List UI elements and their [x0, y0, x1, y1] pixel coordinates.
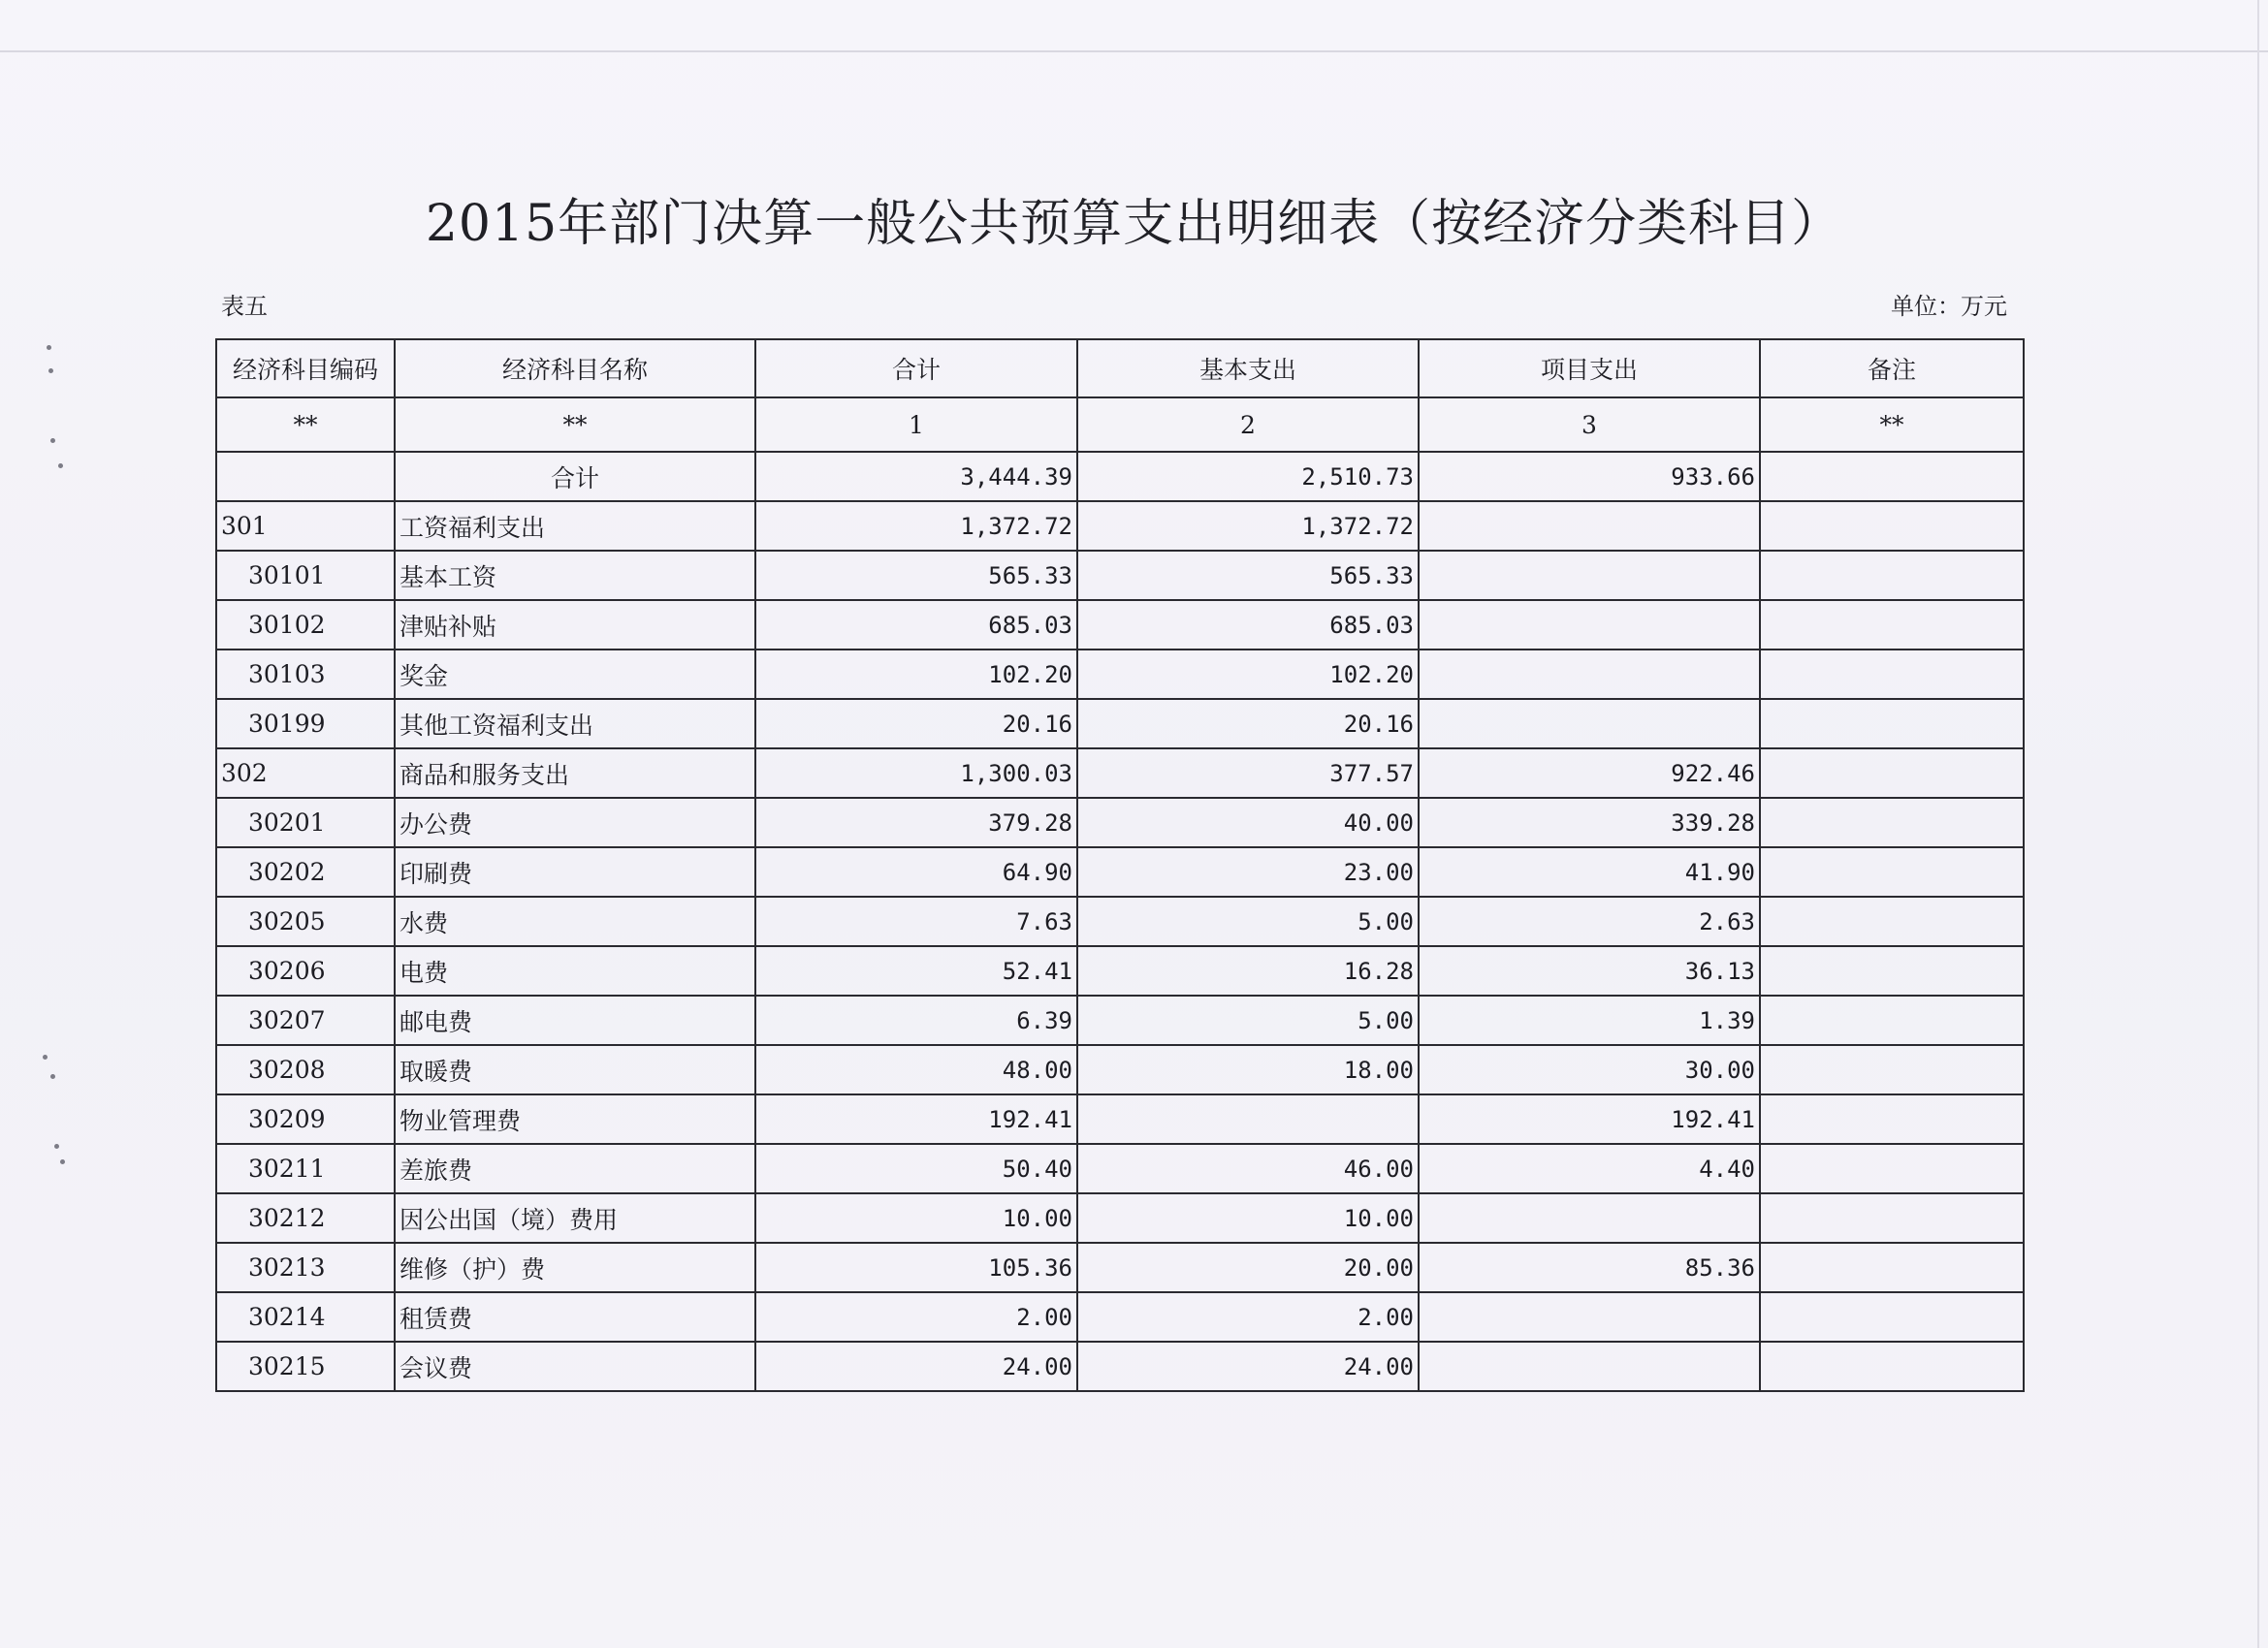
note-cell	[1760, 1045, 2024, 1094]
punch-mark	[50, 438, 55, 443]
punch-mark	[54, 1144, 59, 1149]
name-cell: 维修（护）费	[395, 1243, 755, 1292]
index-cell: 1	[755, 397, 1077, 452]
total-cell: 685.03	[755, 600, 1077, 650]
table-row	[216, 1045, 2024, 1094]
code-cell: 30102	[216, 600, 395, 650]
index-row	[216, 397, 2024, 452]
project-cell	[1419, 1193, 1760, 1243]
code-cell: 30213	[216, 1243, 395, 1292]
project-cell	[1419, 1292, 1760, 1342]
index-cell: **	[1760, 397, 2024, 452]
code-cell: 30215	[216, 1342, 395, 1391]
project-cell	[1419, 600, 1760, 650]
note-cell	[1760, 996, 2024, 1045]
total-cell: 102.20	[755, 650, 1077, 699]
code-cell: 302	[216, 748, 395, 798]
project-cell: 85.36	[1419, 1243, 1760, 1292]
index-cell: **	[395, 397, 755, 452]
header-total: 合计	[755, 339, 1077, 397]
project-cell	[1419, 650, 1760, 699]
code-cell: 30205	[216, 897, 395, 946]
name-cell: 奖金	[395, 650, 755, 699]
code-cell: 30208	[216, 1045, 395, 1094]
punch-mark	[48, 368, 53, 373]
index-cell: 2	[1077, 397, 1419, 452]
code-cell: 30212	[216, 1193, 395, 1243]
basic-cell: 2.00	[1077, 1292, 1419, 1342]
name-cell: 基本工资	[395, 551, 755, 600]
total-sum-cell: 3,444.39	[755, 452, 1077, 501]
header-row	[216, 339, 2024, 397]
name-cell: 物业管理费	[395, 1094, 755, 1144]
total-project-cell: 933.66	[1419, 452, 1760, 501]
project-cell	[1419, 551, 1760, 600]
project-cell: 2.63	[1419, 897, 1760, 946]
basic-cell: 377.57	[1077, 748, 1419, 798]
table-row	[216, 501, 2024, 551]
project-cell	[1419, 1342, 1760, 1391]
total-code-cell	[216, 452, 395, 501]
basic-cell	[1077, 1094, 1419, 1144]
note-cell	[1760, 1243, 2024, 1292]
code-cell: 30202	[216, 847, 395, 897]
header-name: 经济科目名称	[395, 339, 755, 397]
note-cell	[1760, 1094, 2024, 1144]
project-cell: 4.40	[1419, 1144, 1760, 1193]
basic-cell: 1,372.72	[1077, 501, 1419, 551]
name-cell: 工资福利支出	[395, 501, 755, 551]
note-cell	[1760, 897, 2024, 946]
note-cell	[1760, 1342, 2024, 1391]
basic-cell: 16.28	[1077, 946, 1419, 996]
name-cell: 水费	[395, 897, 755, 946]
project-cell: 339.28	[1419, 798, 1760, 847]
name-cell: 取暖费	[395, 1045, 755, 1094]
basic-cell: 20.16	[1077, 699, 1419, 748]
table-row	[216, 1342, 2024, 1391]
project-cell: 30.00	[1419, 1045, 1760, 1094]
total-cell: 50.40	[755, 1144, 1077, 1193]
table-row	[216, 847, 2024, 897]
code-cell: 30101	[216, 551, 395, 600]
expenditure-table	[215, 338, 2025, 1392]
basic-cell: 20.00	[1077, 1243, 1419, 1292]
note-cell	[1760, 946, 2024, 996]
name-cell: 津贴补贴	[395, 600, 755, 650]
name-cell: 其他工资福利支出	[395, 699, 755, 748]
punch-mark	[47, 345, 51, 350]
code-cell: 30209	[216, 1094, 395, 1144]
note-cell	[1760, 699, 2024, 748]
basic-cell: 46.00	[1077, 1144, 1419, 1193]
total-note-cell	[1760, 452, 2024, 501]
code-cell: 301	[216, 501, 395, 551]
name-cell: 印刷费	[395, 847, 755, 897]
table-row	[216, 699, 2024, 748]
name-cell: 办公费	[395, 798, 755, 847]
total-cell: 6.39	[755, 996, 1077, 1045]
basic-cell: 24.00	[1077, 1342, 1419, 1391]
code-cell: 30199	[216, 699, 395, 748]
code-cell: 30103	[216, 650, 395, 699]
header-code: 经济科目编码	[216, 339, 395, 397]
table-row	[216, 996, 2024, 1045]
punch-mark	[58, 463, 63, 468]
index-cell: 3	[1419, 397, 1760, 452]
name-cell: 差旅费	[395, 1144, 755, 1193]
code-cell: 30207	[216, 996, 395, 1045]
name-cell: 商品和服务支出	[395, 748, 755, 798]
total-label: 合计	[395, 452, 755, 501]
code-cell: 30206	[216, 946, 395, 996]
total-cell: 64.90	[755, 847, 1077, 897]
punch-mark	[43, 1055, 48, 1060]
code-cell: 30214	[216, 1292, 395, 1342]
project-cell: 36.13	[1419, 946, 1760, 996]
note-cell	[1760, 1292, 2024, 1342]
document-title: 2015年部门决算一般公共预算支出明细表（按经济分类科目）	[425, 195, 1843, 253]
basic-cell: 685.03	[1077, 600, 1419, 650]
project-cell: 41.90	[1419, 847, 1760, 897]
note-cell	[1760, 847, 2024, 897]
table-row	[216, 650, 2024, 699]
total-cell: 24.00	[755, 1342, 1077, 1391]
table-body	[216, 339, 2024, 1391]
basic-cell: 102.20	[1077, 650, 1419, 699]
punch-mark	[60, 1159, 65, 1164]
table-row	[216, 748, 2024, 798]
punch-mark	[50, 1074, 55, 1079]
note-cell	[1760, 501, 2024, 551]
unit-label: 单位：万元	[1891, 293, 2007, 320]
basic-cell: 565.33	[1077, 551, 1419, 600]
name-cell: 会议费	[395, 1342, 755, 1391]
total-cell: 1,300.03	[755, 748, 1077, 798]
name-cell: 电费	[395, 946, 755, 996]
basic-cell: 5.00	[1077, 996, 1419, 1045]
total-cell: 2.00	[755, 1292, 1077, 1342]
index-cell: **	[216, 397, 395, 452]
header-project: 项目支出	[1419, 339, 1760, 397]
total-cell: 379.28	[755, 798, 1077, 847]
table-row	[216, 1292, 2024, 1342]
table-row	[216, 1094, 2024, 1144]
name-cell: 租赁费	[395, 1292, 755, 1342]
basic-cell: 40.00	[1077, 798, 1419, 847]
note-cell	[1760, 600, 2024, 650]
table-number: 表五	[221, 293, 268, 320]
table-row	[216, 798, 2024, 847]
project-cell: 192.41	[1419, 1094, 1760, 1144]
code-cell: 30211	[216, 1144, 395, 1193]
total-cell: 192.41	[755, 1094, 1077, 1144]
total-cell: 52.41	[755, 946, 1077, 996]
basic-cell: 10.00	[1077, 1193, 1419, 1243]
note-cell	[1760, 650, 2024, 699]
project-cell	[1419, 699, 1760, 748]
total-cell: 20.16	[755, 699, 1077, 748]
code-cell: 30201	[216, 798, 395, 847]
total-cell: 105.36	[755, 1243, 1077, 1292]
table-row	[216, 600, 2024, 650]
basic-cell: 23.00	[1077, 847, 1419, 897]
note-cell	[1760, 798, 2024, 847]
note-cell	[1760, 748, 2024, 798]
total-basic-cell: 2,510.73	[1077, 452, 1419, 501]
name-cell: 邮电费	[395, 996, 755, 1045]
project-cell: 922.46	[1419, 748, 1760, 798]
note-cell	[1760, 1144, 2024, 1193]
total-cell: 10.00	[755, 1193, 1077, 1243]
name-cell: 因公出国（境）费用	[395, 1193, 755, 1243]
basic-cell: 5.00	[1077, 897, 1419, 946]
total-cell: 48.00	[755, 1045, 1077, 1094]
table-row	[216, 897, 2024, 946]
table-row	[216, 946, 2024, 996]
table-row	[216, 1144, 2024, 1193]
table-row	[216, 1243, 2024, 1292]
basic-cell: 18.00	[1077, 1045, 1419, 1094]
table-row	[216, 1193, 2024, 1243]
total-cell: 1,372.72	[755, 501, 1077, 551]
header-note: 备注	[1760, 339, 2024, 397]
note-cell	[1760, 1193, 2024, 1243]
page-fold-line	[0, 50, 2268, 52]
header-basic: 基本支出	[1077, 339, 1419, 397]
total-cell: 565.33	[755, 551, 1077, 600]
table-row	[216, 551, 2024, 600]
project-cell: 1.39	[1419, 996, 1760, 1045]
note-cell	[1760, 551, 2024, 600]
total-cell: 7.63	[755, 897, 1077, 946]
project-cell	[1419, 501, 1760, 551]
total-row	[216, 452, 2024, 501]
